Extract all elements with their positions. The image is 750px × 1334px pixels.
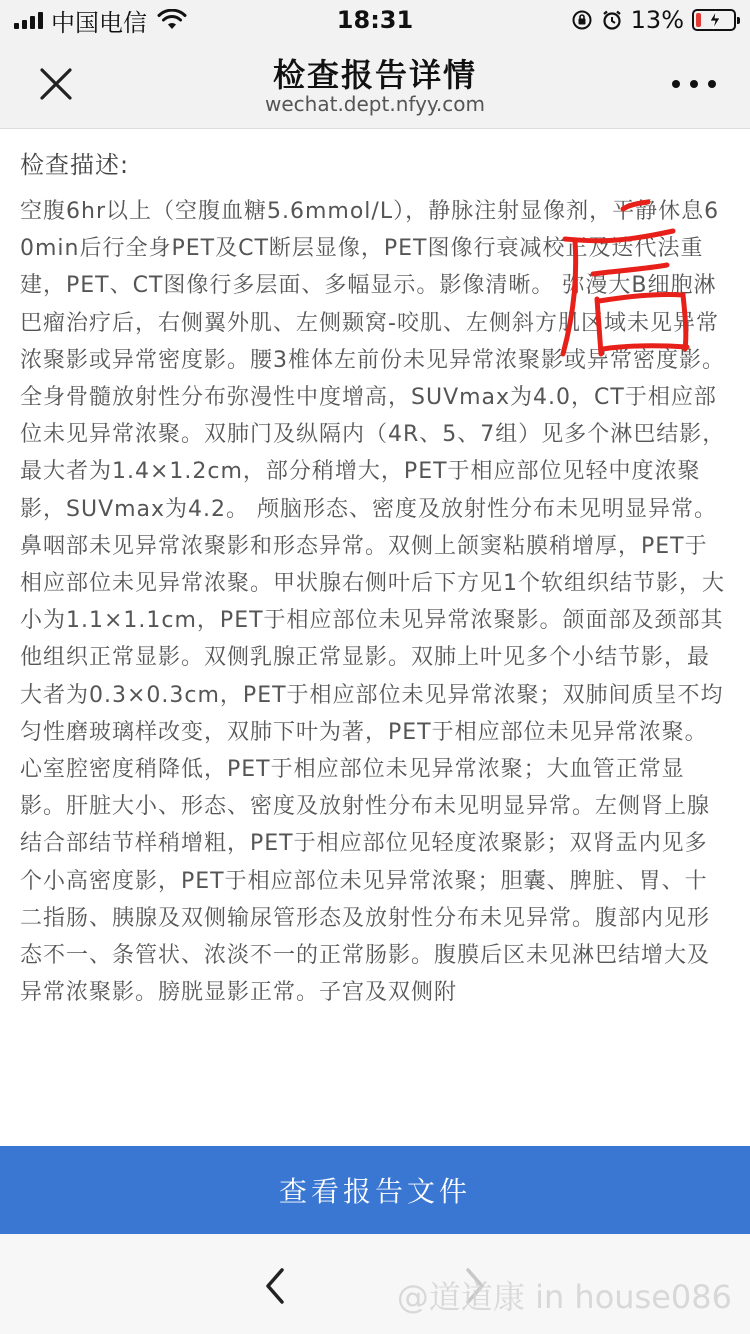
- bottom-toolbar: [0, 1234, 750, 1334]
- orientation-lock-icon: [571, 9, 593, 31]
- page-url: wechat.dept.nfyy.com: [265, 92, 485, 116]
- report-description: 空腹6hr以上（空腹血糖5.6mmol/L），静脉注射显像剂，平静休息60min后行全身PET及CT断层显像，PET图像行衰减校正及迭代法重建，PET、CT图像行多层面、多幅显示。影像清晰。 弥漫大B细胞淋巴瘤治疗后，右侧翼外肌、左侧颞窝-咬肌、左侧斜方肌区域未见异常浓聚影或异常密度影。腰3椎体左前份未见异常浓聚影或异常密度影。全身骨髓放射性分布弥漫性中度增高，SUVmax为4.0，CT于相应部位未见异常浓聚。双肺门及纵隔内（4R、5、7组）见多个淋巴结影，最大者为1.4×1.2cm，部分稍增大，PET于相应部位见轻中度浓聚影，SUVmax为4.2。 颅脑形态、密度及放射性分布未见明显异常。鼻咽部未见异常浓聚影和形态异常。双侧上颌窦粘膜稍增厚，PET于相应部位未见异常浓聚。甲状腺右侧叶后下方见1个软组织结节影，大小为1.1×1.1cm，PET于相应部位未见异常浓聚影。颌面部及颈部其他组织正常显影。双侧乳腺正常显影。双肺上叶见多个小结节影，最大者为0.3×0.3cm，PET于相应部位未见异常浓聚；双肺间质呈不均匀性磨玻璃样改变，双肺下叶为著，PET于相应部位未见异常浓聚。心室腔密度稍降低，PET于相应部位未见异常浓聚；大血管正常显影。肝脏大小、形态、密度及放射性分布未见明显异常。左侧肾上腺结合部结节样稍增粗，PET于相应部位见轻度浓聚影；双肾盂内见多个小高密度影，PET于相应部位未见异常浓聚；胆囊、脾脏、胃、十二指肠、胰腺及双侧输尿管形态及放射性分布未见异常。腹部内见形态不一、条管状、浓淡不一的正常肠影。腹膜后区未见淋巴结增大及异常浓聚影。膀胱显影正常。子宫及双侧附: [20, 199, 726, 1006]
- nav-bar: [0, 40, 750, 129]
- alarm-icon: [601, 9, 623, 31]
- section-title: 检查描述:: [20, 151, 130, 179]
- report-content[interactable]: [0, 129, 750, 1146]
- status-right: [571, 6, 736, 34]
- watermark: @道道康 in house086: [396, 1278, 732, 1316]
- battery-fill: [696, 13, 701, 27]
- view-report-file-button[interactable]: 查看报告文件: [0, 1146, 750, 1234]
- more-icon[interactable]: [672, 74, 716, 94]
- battery-percent: 13%: [630, 6, 684, 34]
- status-time: 18:31: [336, 6, 414, 34]
- battery-icon: [692, 9, 736, 31]
- page-title: 检查报告详情: [272, 56, 477, 94]
- status-bar: [0, 0, 750, 40]
- carrier-label: 中国电信: [51, 8, 147, 37]
- back-arrow-icon[interactable]: [260, 1266, 290, 1306]
- charging-bolt-icon: [708, 10, 722, 30]
